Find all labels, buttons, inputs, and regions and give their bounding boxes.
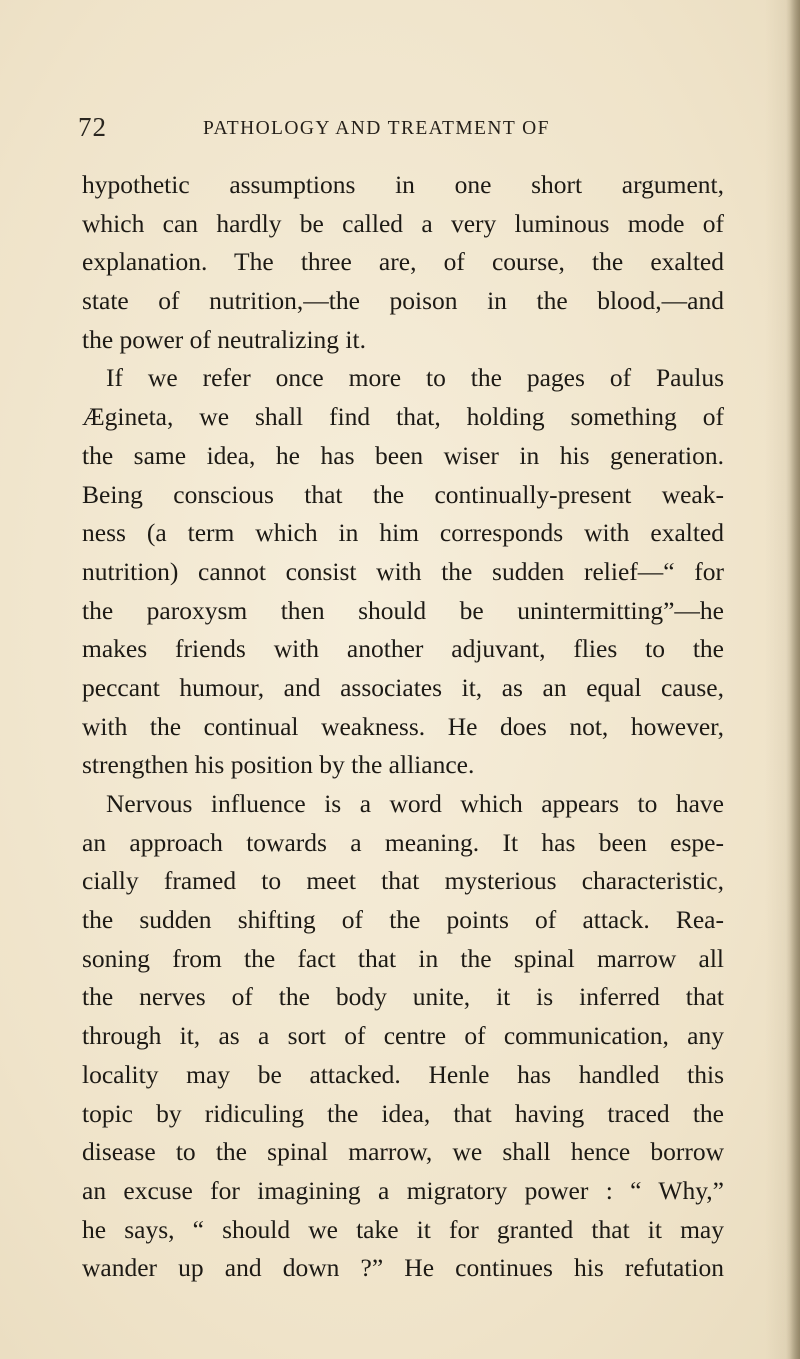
text-line: ness (a term which in him corresponds with exalted: [82, 518, 724, 548]
text-line: locality may be attacked. Henle has handled this: [82, 1059, 724, 1089]
text-line: soning from the fact that in the spinal marrow all: [82, 943, 724, 973]
text-line: wander up and down ?” He continues his refutation: [82, 1253, 724, 1283]
text-line: the sudden shifting of the points of attack. Rea-: [82, 905, 724, 935]
page-edge-shadow: [786, 0, 800, 1359]
running-head: [78, 112, 728, 148]
text-line: state of nutrition,—the poison in the blood,—and: [82, 286, 724, 316]
text-line: Being conscious that the continually-present weak-: [82, 479, 724, 509]
text-line: the nerves of the body unite, it is inferred that: [82, 982, 724, 1012]
text-line: cially framed to meet that mysterious characteristic,: [82, 866, 724, 896]
text-line: the same idea, he has been wiser in his generation.: [82, 440, 724, 470]
text-line: Ægineta, we shall find that, holding something of: [82, 402, 724, 432]
text-line: nutrition) cannot consist with the sudden relief—“ for: [82, 556, 724, 586]
text-line: disease to the spinal marrow, we shall hence borrow: [82, 1137, 724, 1167]
text-line: an approach towards a meaning. It has been espe-: [82, 827, 724, 857]
text-line: peccant humour, and associates it, as an equal cause,: [82, 672, 724, 702]
text-line: the power of neutralizing it.: [82, 324, 366, 354]
text-line: Nervous influence is a word which appears to have: [106, 789, 724, 818]
text-line: he says, “ should we take it for granted that it may: [82, 1214, 724, 1244]
text-line: hypothetic assumptions in one short argument,: [82, 170, 724, 199]
text-line: with the continual weakness. He does not, however,: [82, 711, 724, 741]
text-line: an excuse for imagining a migratory power : “ Why,”: [82, 1175, 724, 1205]
text-line: the paroxysm then should be unintermitting”—he: [82, 595, 724, 625]
body-text: [82, 166, 724, 1288]
page-number: 72: [78, 112, 107, 142]
text-line: through it, as a sort of centre of communication, any: [82, 1021, 724, 1051]
running-title: PATHOLOGY AND TREATMENT OF: [203, 118, 550, 139]
text-line: strengthen his position by the alliance.: [82, 750, 475, 780]
text-line: makes friends with another adjuvant, flies to the: [82, 634, 724, 664]
text-line: explanation. The three are, of course, the exalted: [82, 247, 724, 277]
text-line: If we refer once more to the pages of Paulus: [106, 363, 724, 393]
text-line: topic by ridiculing the idea, that having traced the: [82, 1098, 724, 1128]
text-line: which can hardly be called a very luminous mode of: [82, 208, 724, 238]
